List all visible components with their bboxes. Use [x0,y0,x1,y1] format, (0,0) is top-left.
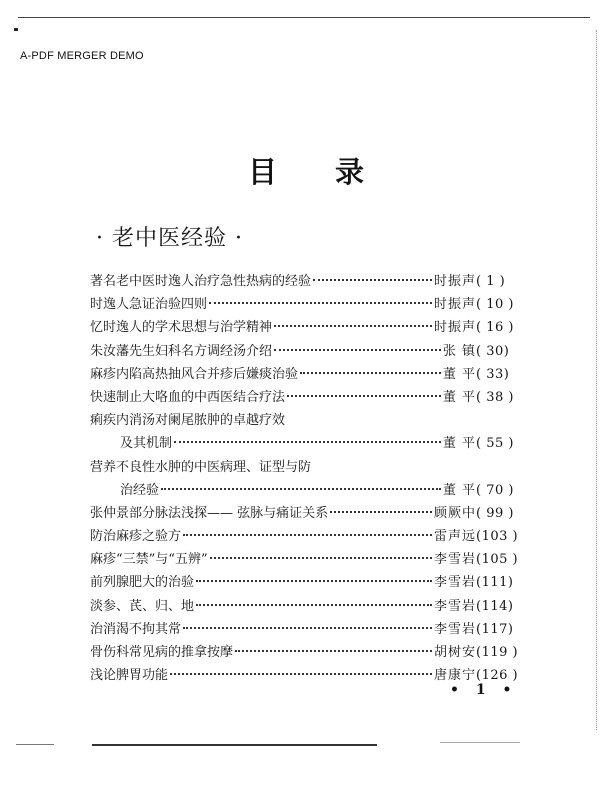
toc-entry-page: ( 38 ) [476,389,514,405]
toc-dot-leader [196,604,432,606]
scan-mark [14,28,18,31]
toc-entry-page: (119 ) [476,645,519,660]
toc-entry [90,502,530,525]
toc-entry-author: 董 平 [442,366,476,382]
toc-entry-page: ( 30) [476,343,510,359]
toc-entry [90,456,530,479]
toc-entry [90,595,530,618]
toc-entry [90,525,530,548]
toc-entry-page: (126 ) [476,668,519,684]
toc-entry-author: 雷声远 [433,529,476,545]
toc-dot-leader [196,580,432,582]
toc-entry-page: ( 55 ) [476,436,514,452]
toc-entry [90,618,530,641]
toc-entry-author: 李雪岩 [433,575,476,591]
toc-entry-title: 痢疾内消汤对阑尾脓肿的卓越疗效 [90,413,286,429]
toc-entry-title: 忆时逸人的学术思想与治学精神 [90,320,273,336]
toc-entry [90,432,530,455]
toc-entry-author: 董 平 [442,482,476,498]
toc-entry-page: (117) [476,621,514,637]
page-title: 目录 [247,155,422,189]
top-rule [18,17,590,18]
toc-dot-leader [300,372,441,374]
toc-entry-title: 及其机制 [120,436,173,452]
toc-entry [90,479,530,502]
toc-entry [90,270,530,293]
toc-entry-author: 张 镇 [442,343,476,359]
toc-entry-author: 李雪岩 [433,598,476,614]
toc-dot-leader [274,349,441,351]
toc-entry [90,409,530,432]
toc-dot-leader [161,488,441,490]
toc-entry-title: 骨伤科常见病的推拿按摩 [90,645,234,660]
toc-entry-title: 时逸人急证治验四则 [90,297,208,313]
toc-entry-title: 淡参、芪、归、地 [90,598,195,614]
toc-entry-author: 李雪岩 [433,552,476,568]
toc-dot-leader [170,673,432,675]
toc-entry-title: 浅论脾胃功能 [90,668,169,684]
toc-entry-title: 治经验 [120,482,160,498]
section-heading: · 老中医经验 · [96,226,243,251]
toc-entry [90,340,530,363]
toc-entry-title: 治消渴不拘其常 [90,621,182,637]
toc-entry-title: 张仲景部分脉法浅探—— 弦脉与痛证关系 [90,505,329,521]
bottom-rule [16,744,54,745]
toc-entry-author: 董 平 [442,389,476,405]
toc-entry [90,293,530,316]
table-of-contents [90,270,530,687]
toc-entry [90,571,530,594]
watermark-banner: A-PDF MERGER DEMO [20,50,144,62]
toc-entry [90,316,530,339]
toc-dot-leader [174,441,441,443]
toc-entry-page: ( 10 ) [476,297,514,313]
toc-dot-leader [183,534,432,536]
bottom-rule [440,742,520,743]
toc-entry-page: ( 70 ) [476,482,514,498]
toc-entry [90,641,530,664]
toc-dot-leader [287,395,441,397]
toc-dot-leader [210,557,432,559]
toc-entry-title: 麻疹“三禁”与“五辨” [90,552,208,568]
page-edge [596,30,598,730]
page-number: • 1 • [450,682,518,698]
toc-dot-leader [313,279,432,281]
toc-entry [90,548,530,571]
toc-entry-title: 著名老中医时逸人治疗急性热病的经验 [90,274,312,289]
toc-dot-leader [235,650,432,652]
toc-entry-author: 时振声 [433,320,476,336]
toc-entry-page: (105 ) [476,552,519,568]
toc-entry-author: 唐康宁 [433,668,476,684]
toc-entry-author: 时振声 [433,274,476,289]
toc-dot-leader [183,627,432,629]
toc-entry-page: (103 ) [476,529,519,545]
toc-entry-author: 时振声 [433,297,476,313]
toc-entry-page: ( 99 ) [476,505,514,521]
toc-entry-title: 防治麻疹之验方 [90,529,182,545]
toc-entry-page: ( 1 ) [476,274,506,289]
toc-entry [90,386,530,409]
toc-entry-title: 朱汝藩先生妇科名方调经汤介绍 [90,343,273,359]
toc-entry-page: ( 16 ) [476,320,514,336]
toc-dot-leader [274,325,432,327]
toc-entry-page: ( 33) [476,366,510,382]
toc-entry-page: (111) [476,575,514,591]
toc-entry-title: 快速制止大咯血的中西医结合疗法 [90,389,286,405]
toc-entry-author: 顾厥中 [433,505,476,521]
toc-entry-author: 董 平 [442,436,476,452]
toc-dot-leader [330,511,432,513]
toc-entry [90,363,530,386]
toc-entry-author: 李雪岩 [433,621,476,637]
bottom-rule [92,744,377,746]
toc-dot-leader [209,302,432,304]
toc-entry-page: (114) [476,598,514,614]
toc-entry-title: 前列腺肥大的治验 [90,575,195,591]
toc-entry-title: 麻疹内陷高热抽风合并疹后嫌痰治验 [90,366,299,382]
toc-entry-author: 胡树安 [433,645,476,660]
toc-entry-title: 营养不良性水肿的中医病理、证型与防 [90,459,312,475]
